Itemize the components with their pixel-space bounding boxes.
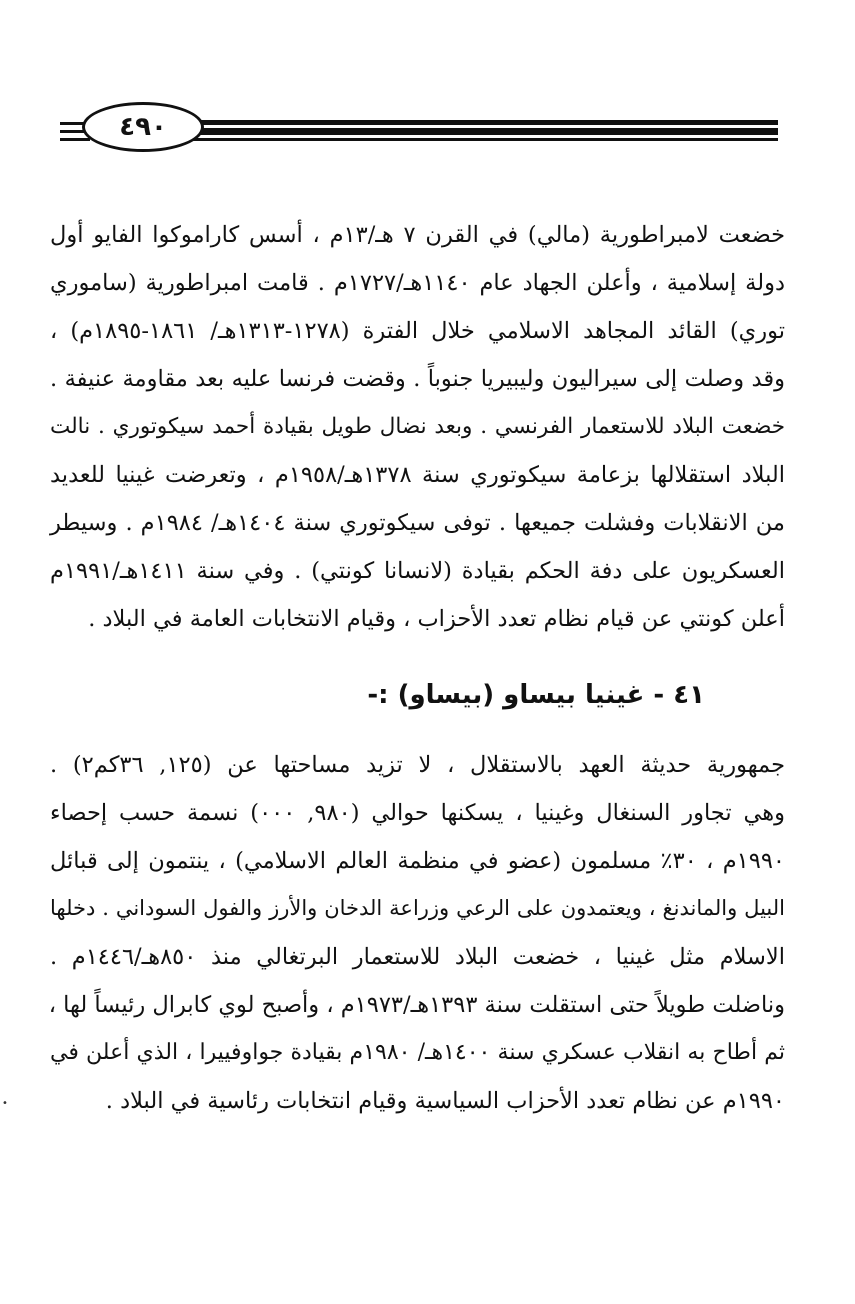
- text-line: من الانقلابات وفشلت جميعها . توفى سيكوتوري سنة ١٤٠٤هـ/ ١٩٨٤م . وسيطر: [50, 510, 785, 536]
- text-line: توري) القائد المجاهد الاسلامي خلال الفترة (١٢٧٨-١٣١٣هـ/ ١٨٦١-١٨٩٥م) ،: [50, 318, 785, 344]
- page-number: ٤٩٠: [82, 102, 204, 152]
- text-line: ١٩٩٠م ، ٣٠٪ مسلمون (عضو في منظمة العالم الاسلامي) ، ينتمون إلى قبائل: [50, 848, 786, 874]
- page-header: [60, 98, 778, 154]
- header-rule-lead: [60, 138, 90, 141]
- text-line: وهي تجاور السنغال وغينيا ، يسكنها حوالي (٩٨٠, ٠٠٠) نسمة حسب إحصاء: [50, 800, 785, 826]
- text-line: ١٩٩٠م عن نظام تعدد الأحزاب السياسية وقيام انتخابات رئاسية في البلاد .: [105, 1088, 785, 1114]
- text-line: العسكريون على دفة الحكم بقيادة (لانسانا كونتي) . وفي سنة ١٤١١هـ/١٩٩١م: [50, 558, 785, 584]
- text-line: وقد وصلت إلى سيراليون وليبيريا جنوباً . وقضت فرنسا عليه بعد مقاومة عنيفة .: [50, 366, 785, 392]
- text-line: جمهورية حديثة العهد بالاستقلال ، لا تزيد مساحتها عن (١٢٥, ٣٦كم٢) .: [50, 752, 785, 778]
- text-line: أعلن كونتي عن قيام نظام تعدد الأحزاب ، وقيام الانتخابات العامة في البلاد .: [88, 606, 785, 632]
- scan-mark: •: [2, 1098, 8, 1109]
- text-line: الاسلام مثل غينيا ، خضعت البلاد للاستعمار البرتغالي منذ ٨٥٠هـ/١٤٤٦م .: [50, 944, 785, 970]
- section-heading: ٤١ - غينيا بيساو (بيساو) :-: [367, 680, 705, 710]
- text-line: وناضلت طويلاً حتى استقلت سنة ١٣٩٣هـ/١٩٧٣م ، وأصبح لوي كابرال رئيساً لها ،: [48, 992, 785, 1018]
- text-line: البلاد استقلالها بزعامة سيكوتوري سنة ١٣٧٨هـ/١٩٥٨م ، وتعرضت غينيا للعديد: [50, 462, 785, 488]
- text-line: البيل والماندنغ ، ويعتمدون على الرعي وزراعة الدخان والأرز والفول السوداني . دخلها: [50, 896, 785, 920]
- text-line: خضعت لامبراطورية (مالي) في القرن ٧ هـ/١٣م ، أسس كاراموكوا الفايو أول: [50, 222, 785, 248]
- header-rule: [130, 138, 778, 141]
- text-line: ثم أطاح به انقلاب عسكري سنة ١٤٠٠هـ/ ١٩٨٠م بقيادة جواوفييرا ، الذي أعلن في: [50, 1040, 786, 1065]
- text-line: دولة إسلامية ، وأعلن الجهاد عام ١١٤٠هـ/١٧٢٧م . قامت امبراطورية (ساموري: [50, 270, 785, 296]
- text-line: خضعت البلاد للاستعمار الفرنسي . وبعد نضال طويل بقيادة أحمد سيكوتوري . نالت: [50, 414, 785, 439]
- header-rule: [130, 120, 778, 125]
- header-rule: [130, 128, 778, 135]
